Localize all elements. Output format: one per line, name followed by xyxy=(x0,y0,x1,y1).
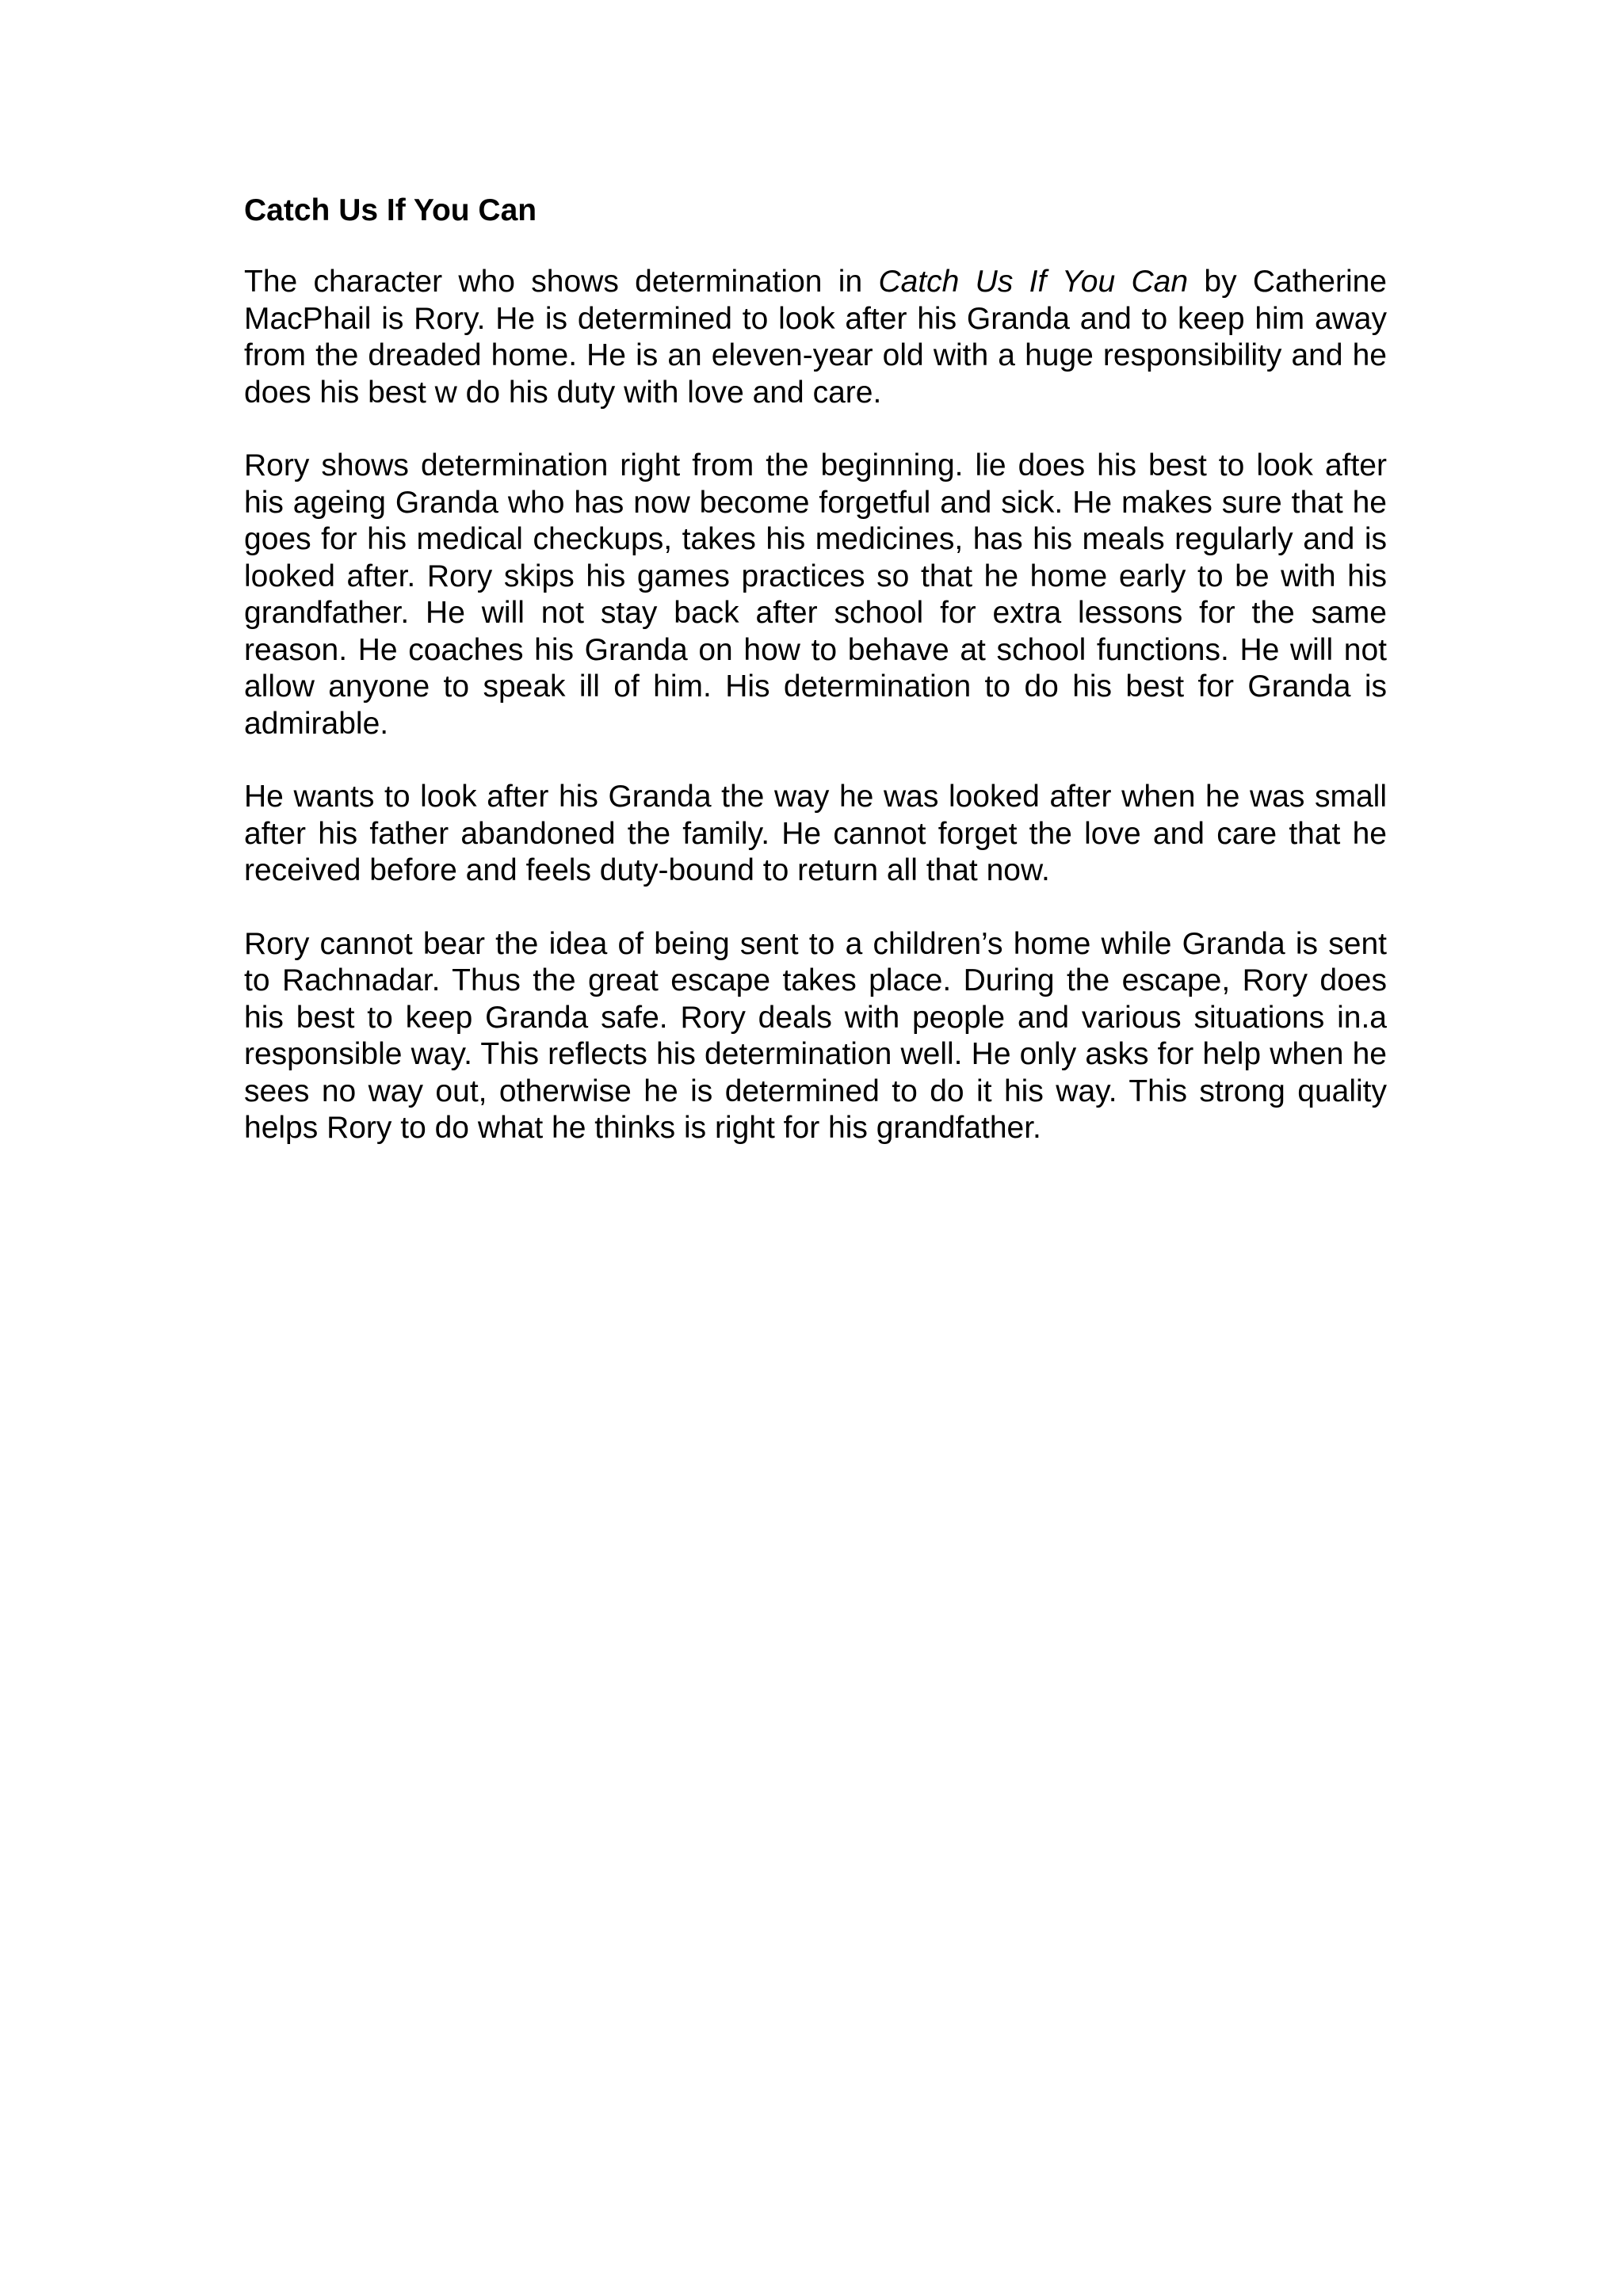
paragraph-1-rest: by Catherine MacPhail is Rory. He is determined to look after his Granda and to keep him away from the dreaded home. He is an eleven-year old with a huge responsibility and he does his best w do his duty with love and care. xyxy=(244,265,1387,410)
document-title: Catch Us If You Can xyxy=(244,193,537,227)
paragraph-2: Rory shows determination right from the beginning. lie does his best to look after his ageing Granda who has now become forgetful and sick. He makes sure that he goes for his medical checkups, takes his medicines, has his meals regularly and is looked after. Rory skips his games practices so that he home early to be with his grandfather. He will not stay back after school for extra lessons for the same reason. He coaches his Granda on how to behave at school functions. He will not allow anyone to speak ill of him. His determination to do his best for Granda is admirable. xyxy=(244,448,1387,741)
paragraph-4: Rory cannot bear the idea of being sent to a children’s home while Granda is sent to Rachnadar. Thus the great escape takes place. During the escape, Rory does his best to keep Granda safe. Rory deals with people and various situations in.a responsible way. This reflects his determination well. He only asks for help when he sees no way out, otherwise he is determined to do it his way. This strong quality helps Rory to do what he thinks is right for his grandfather. xyxy=(244,926,1387,1145)
paragraph-1-intro: The character who shows determination in xyxy=(244,265,879,299)
paragraph-3: He wants to look after his Granda the way he was looked after when he was small after his father abandoned the family. He cannot forget the love and care that he received before and feels duty-bound to return all that now. xyxy=(244,780,1387,887)
paragraph-1 xyxy=(244,264,1387,411)
document-body xyxy=(244,193,1387,1184)
book-title-italic: Catch Us If You Can xyxy=(878,265,1189,299)
